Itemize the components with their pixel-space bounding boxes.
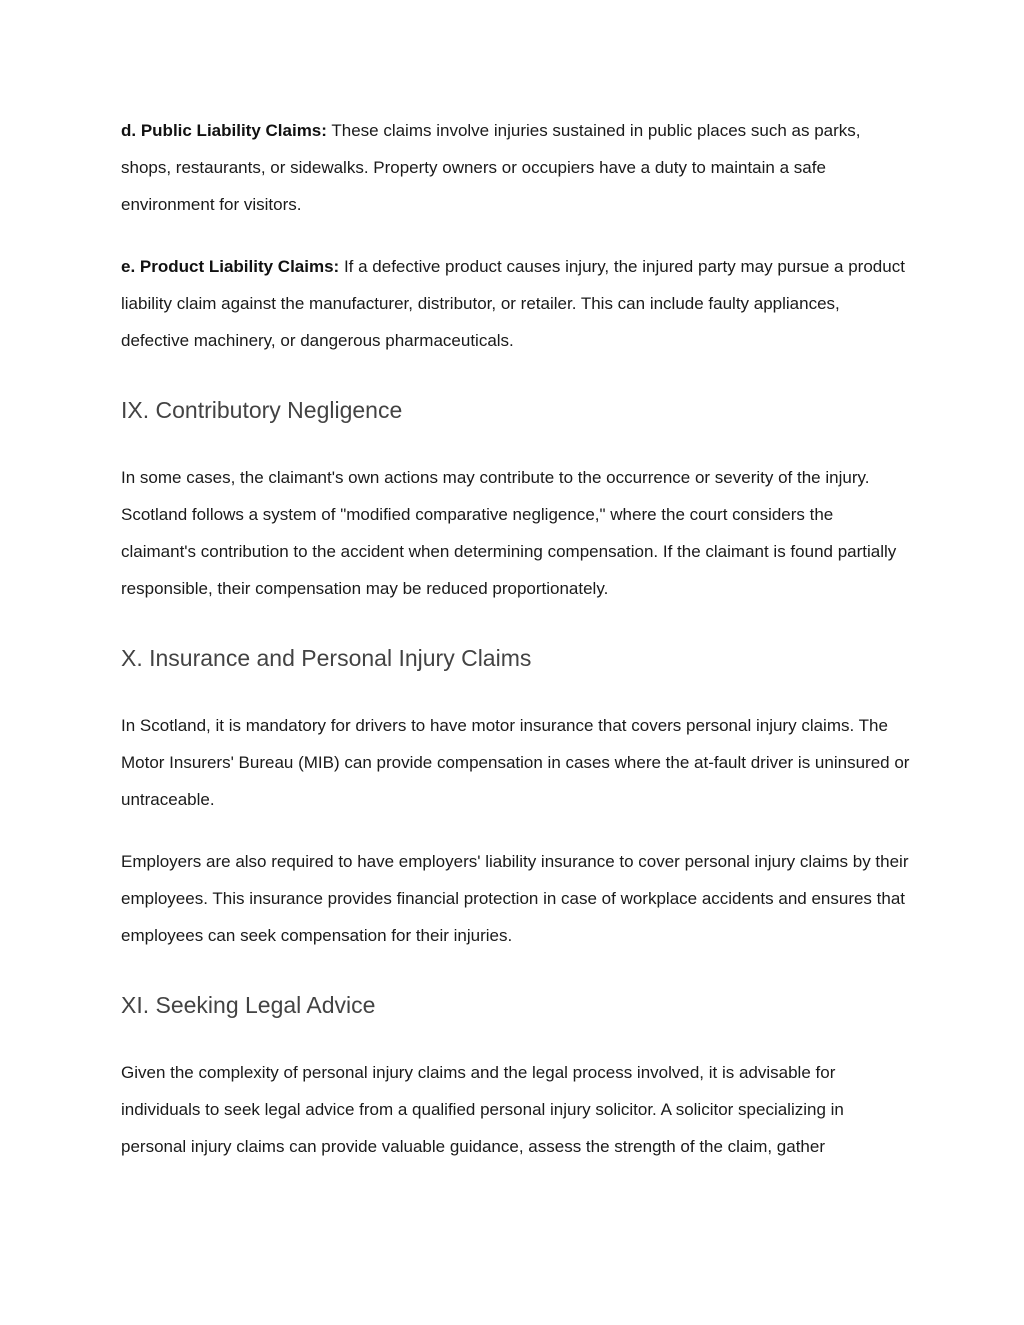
product-liability-paragraph: [121, 248, 911, 359]
public-liability-paragraph: [121, 112, 911, 223]
motor-insurance-paragraph: In Scotland, it is mandatory for drivers to have motor insurance that covers personal injury claims. The Motor Insurers' Bureau (MIB) can provide compensation in cases where the at-fault driver is uninsured or untraceable.: [121, 716, 910, 809]
product-liability-label: e. Product Liability Claims:: [121, 257, 340, 276]
contributory-negligence-paragraph: In some cases, the claimant's own actions may contribute to the occurrence or severity of the injury. Scotland follows a system of "modified comparative negligence," where the court considers the claimant's contribution to the accident when determining compensation. If the claimant is found partially responsible, their compensation may be reduced proportionately.: [121, 468, 897, 598]
employers-liability-paragraph: Employers are also required to have employers' liability insurance to cover personal injury claims by their employees. This insurance provides financial protection in case of workplace accidents and ensures that employees can seek compensation for their injuries.: [121, 852, 909, 945]
public-liability-text: These claims involve injuries sustained in public places such as parks, shops, restaurants, or sidewalks. Property owners or occupiers have a duty to maintain a safe environment for visitors.: [121, 121, 861, 214]
legal-advice-paragraph: Given the complexity of personal injury claims and the legal process involved, it is advisable for individuals to seek legal advice from a qualified personal injury solicitor. A solicitor specializing in personal injury claims can provide valuable guidance, assess the strength of the claim, gather: [121, 1063, 844, 1156]
insurance-heading: X. Insurance and Personal Injury Claims: [121, 645, 532, 671]
document-page: [121, 112, 911, 1190]
legal-advice-heading: XI. Seeking Legal Advice: [121, 992, 376, 1018]
contributory-negligence-heading: IX. Contributory Negligence: [121, 397, 403, 423]
product-liability-text: If a defective product causes injury, the injured party may pursue a product liability claim against the manufacturer, distributor, or retailer. This can include faulty appliances, defective machinery, or dangerous pharmaceuticals.: [121, 257, 905, 350]
public-liability-label: d. Public Liability Claims:: [121, 121, 327, 140]
